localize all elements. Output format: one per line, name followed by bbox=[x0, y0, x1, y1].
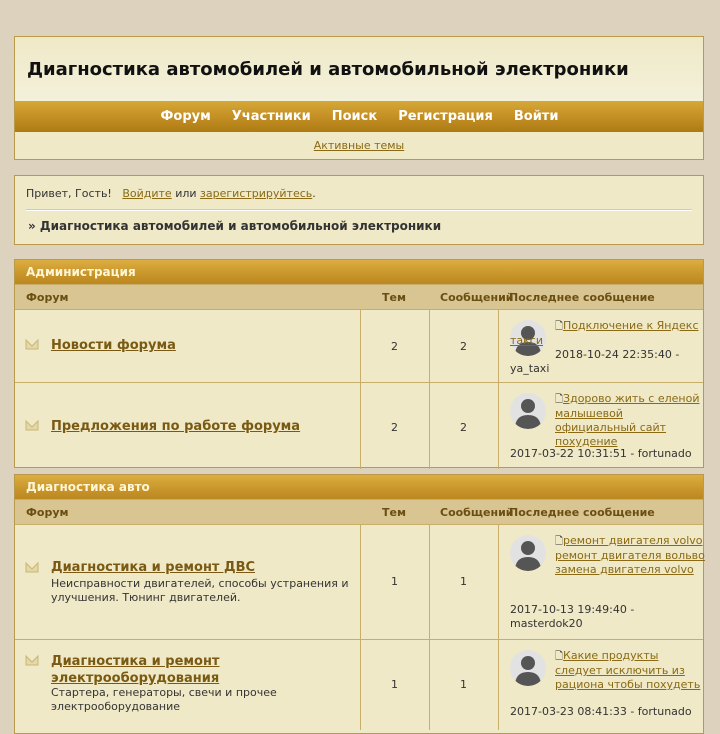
main-nav bbox=[15, 101, 703, 132]
last-post-link[interactable]: Здорово жить с еленой малышевой официальный сайт похудение bbox=[555, 392, 700, 448]
nav-forum[interactable]: Форум bbox=[160, 109, 211, 124]
post-count: 2 bbox=[460, 340, 467, 353]
forum-row bbox=[15, 524, 703, 639]
col-forum: Форум bbox=[26, 291, 69, 304]
document-icon: 🗋 bbox=[555, 394, 564, 405]
greeting-line bbox=[26, 187, 692, 200]
column-headers bbox=[15, 499, 703, 524]
sub-nav bbox=[15, 132, 703, 159]
last-post bbox=[555, 649, 705, 692]
register-link[interactable]: зарегистрируйтесь bbox=[200, 187, 313, 200]
nav-login[interactable]: Войти bbox=[513, 109, 559, 124]
category-diagnostics bbox=[14, 474, 704, 734]
post-count: 2 bbox=[460, 421, 467, 434]
forum-description: Стартера, генераторы, свечи и прочее электрооборудование bbox=[51, 686, 277, 713]
nav-members[interactable]: Участники bbox=[231, 109, 311, 124]
column-headers bbox=[15, 284, 703, 309]
col-last-post: Последнее сообщение bbox=[509, 291, 655, 304]
last-post-meta: 2017-03-22 10:31:51 - fortunado bbox=[510, 447, 692, 460]
avatar bbox=[510, 650, 546, 686]
last-post bbox=[510, 319, 700, 376]
category-administration bbox=[14, 259, 704, 468]
site-header bbox=[14, 36, 704, 160]
forum-link[interactable]: Диагностика и ремонт электрооборудования bbox=[51, 654, 220, 686]
nav-search[interactable]: Поиск bbox=[331, 109, 378, 124]
topic-count: 1 bbox=[391, 575, 398, 588]
category-title[interactable]: Администрация bbox=[15, 260, 703, 284]
last-post-meta: 2018-10-24 22:35:40 - ya_taxi bbox=[510, 348, 680, 375]
forum-icon bbox=[25, 338, 39, 350]
col-posts: Сообщений bbox=[440, 506, 514, 519]
col-topics: Тем bbox=[382, 291, 406, 304]
breadcrumb: » Диагностика автомобилей и автомобильной электроники bbox=[28, 219, 442, 233]
site-title: Диагностика автомобилей и автомобильной электроники bbox=[27, 58, 629, 80]
document-icon: 🗋 bbox=[555, 651, 564, 662]
forum-row bbox=[15, 639, 703, 730]
avatar bbox=[510, 393, 546, 429]
welcome-box bbox=[14, 175, 704, 245]
col-posts: Сообщений bbox=[440, 291, 514, 304]
forum-row bbox=[15, 309, 703, 382]
document-icon: 🗋 bbox=[555, 321, 564, 332]
forum-link[interactable]: Новости форума bbox=[51, 338, 176, 353]
last-post bbox=[555, 534, 705, 577]
title-area bbox=[15, 37, 703, 101]
forum-row bbox=[15, 382, 703, 469]
last-post-link[interactable]: Какие продукты следует исключить из рациона чтобы похудеть bbox=[555, 649, 701, 691]
topic-count: 2 bbox=[391, 421, 398, 434]
last-post-link[interactable]: ремонт двигателя volvo ремонт двигателя вольво замена двигателя volvo bbox=[555, 534, 705, 576]
last-post-link[interactable]: Подключение к Яндекс такси bbox=[510, 319, 699, 347]
post-count: 1 bbox=[460, 678, 467, 691]
forum-icon bbox=[25, 419, 39, 431]
avatar bbox=[510, 535, 546, 571]
greeting-text: Привет, Гость! bbox=[26, 187, 112, 200]
greeting-suffix: . bbox=[312, 187, 316, 200]
forum-link[interactable]: Предложения по работе форума bbox=[51, 419, 301, 434]
divider bbox=[26, 209, 692, 211]
nav-register[interactable]: Регистрация bbox=[398, 109, 493, 124]
topic-count: 1 bbox=[391, 678, 398, 691]
login-link[interactable]: Войдите bbox=[122, 187, 172, 200]
active-topics-link[interactable]: Активные темы bbox=[313, 139, 405, 152]
category-title[interactable]: Диагностика авто bbox=[15, 475, 703, 499]
last-post bbox=[555, 392, 705, 449]
forum-link[interactable]: Диагностика и ремонт ДВС bbox=[51, 560, 256, 575]
document-icon: 🗋 bbox=[555, 536, 564, 547]
post-count: 1 bbox=[460, 575, 467, 588]
forum-icon bbox=[25, 561, 39, 573]
col-forum: Форум bbox=[26, 506, 69, 519]
forum-description: Неисправности двигателей, способы устранения и улучшения. Тюнинг двигателей. bbox=[51, 577, 349, 604]
col-last-post: Последнее сообщение bbox=[509, 506, 655, 519]
topic-count: 2 bbox=[391, 340, 398, 353]
last-post-meta: 2017-10-13 19:49:40 - masterdok20 bbox=[510, 603, 635, 630]
forum-icon bbox=[25, 654, 39, 666]
col-topics: Тем bbox=[382, 506, 406, 519]
greeting-or: или bbox=[175, 187, 197, 200]
last-post-meta: 2017-03-23 08:41:33 - fortunado bbox=[510, 705, 692, 718]
